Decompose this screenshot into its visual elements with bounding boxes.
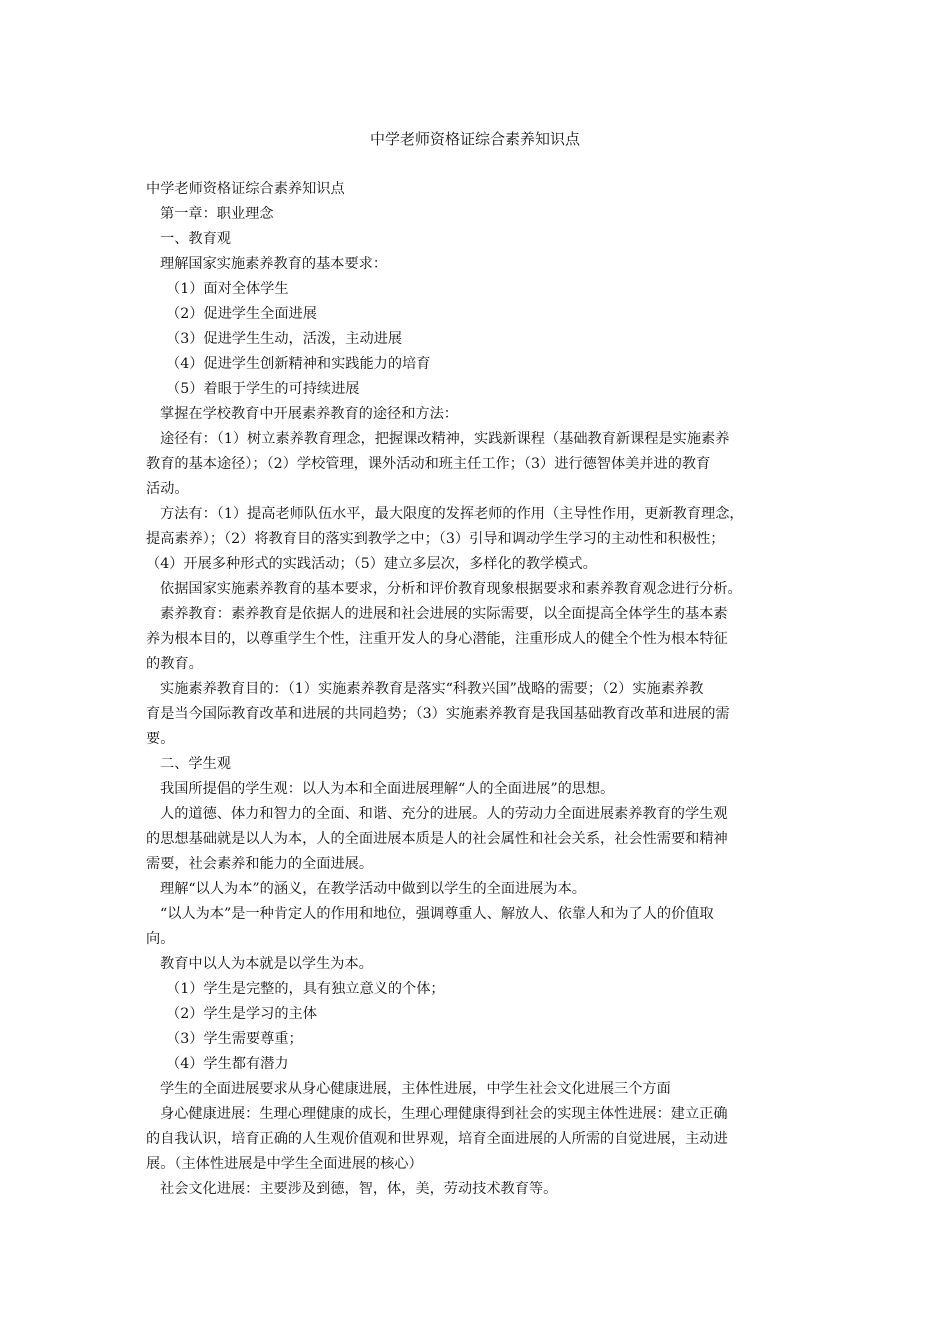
text-line: （1）学生是完整的，具有独立意义的个体； <box>166 981 445 997</box>
text-line: （5）着眼于学生的可持续进展 <box>166 381 360 397</box>
text-line: 理解国家实施素养教育的基本要求： <box>160 256 388 272</box>
text-line: 提高素养）；（2）将教育目的落实到教学之中；（3）引导和调动学生学习的主动性和积极性； <box>146 531 725 547</box>
text-line: （3）学生需要尊重； <box>166 1031 303 1047</box>
text-line: （3）促进学生生动，活泼，主动进展 <box>166 331 403 347</box>
text-line: （1）面对全体学生 <box>166 281 289 297</box>
text-line: 身心健康进展：生理心理健康的成长，生理心理健康得到社会的实现主体性进展：建立正确 <box>160 1106 728 1122</box>
text-line: “以人为本”是一种肯定人的作用和地位，强调尊重人、解放人、依靠人和为了人的价值取 <box>160 906 714 922</box>
text-line: 素养教育：素养教育是依据人的进展和社会进展的实际需要，以全面提高全体学生的基本素 <box>160 606 728 622</box>
text-line: 的教育。 <box>146 656 203 672</box>
text-line: （4）开展多种形式的实践活动；（5）建立多层次，多样化的教学模式。 <box>146 556 597 572</box>
text-line: 我国所提倡的学生观：以人为本和全面进展理解“人的全面进展”的思想。 <box>160 781 615 797</box>
text-line: 人的道德、体力和智力的全面、和谐、充分的进展。人的劳动力全面进展素养教育的学生观 <box>160 806 728 822</box>
text-line: 需要，社会素养和能力的全面进展。 <box>146 856 374 872</box>
text-line: 育是当今国际教育改革和进展的共同趋势；（3）实施素养教育是我国基础教育改革和进展的需 <box>146 706 730 722</box>
text-line: 第一章：职业理念 <box>160 206 274 222</box>
text-line: 的自我认识，培育正确的人生观价值观和世界观，培育全面进展的人所需的自觉进展，主动进 <box>146 1131 728 1147</box>
text-line: （4）学生都有潜力 <box>166 1056 289 1072</box>
text-line: 展。（主体性进展是中学生全面进展的核心） <box>146 1156 423 1172</box>
text-line: 依据国家实施素养教育的基本要求，分析和评价教育现象根据要求和素养教育观念进行分析。 <box>160 581 742 597</box>
text-line: 中学老师资格证综合素养知识点 <box>146 181 345 197</box>
text-line: 途径有：（1）树立素养教育理念，把握课改精神，实践新课程（基础教育新课程是实施素养 <box>160 431 730 447</box>
text-line: 方法有：（1）提高老师队伍水平，最大限度的发挥老师的作用（主导性作用，更新教育理念， <box>160 506 744 522</box>
text-line: 养为根本目的，以尊重学生个性，注重开发人的身心潜能，注重形成人的健全个性为根本特征 <box>146 631 728 647</box>
text-line: （2）学生是学习的主体 <box>166 1006 317 1022</box>
text-line: 向。 <box>146 931 175 947</box>
text-line: 学生的全面进展要求从身心健康进展，主体性进展，中学生社会文化进展三个方面 <box>160 1081 671 1097</box>
text-line: （2）促进学生全面进展 <box>166 306 317 322</box>
text-line: 的思想基础就是以人为本，人的全面进展本质是人的社会属性和社会关系，社会性需要和精神 <box>146 831 728 847</box>
text-line: （4）促进学生创新精神和实践能力的培育 <box>166 356 431 372</box>
document-title: 中学老师资格证综合素养知识点 <box>369 130 580 148</box>
text-line: 理解“以人为本”的涵义，在教学活动中做到以学生的全面进展为本。 <box>160 881 586 897</box>
text-line: 社会文化进展：主要涉及到德，智，体，美，劳动技术教育等。 <box>160 1181 558 1197</box>
text-line: 掌握在学校教育中开展素养教育的途径和方法： <box>160 406 458 422</box>
text-line: 二、学生观 <box>160 756 231 772</box>
text-line: 教育中以人为本就是以学生为本。 <box>160 956 373 972</box>
text-line: 一、教育观 <box>160 231 231 247</box>
text-line: 教育的基本途径）；（2）学校管理，课外活动和班主任工作；（3）进行德智体美并进的教育 <box>146 456 711 472</box>
text-line: 活动。 <box>146 481 189 497</box>
text-line: 实施素养教育目的：（1）实施素养教育是落实“科教兴国”战略的需要；（2）实施素养教 <box>160 681 704 697</box>
text-line: 要。 <box>146 731 175 747</box>
document-body <box>146 177 810 1202</box>
